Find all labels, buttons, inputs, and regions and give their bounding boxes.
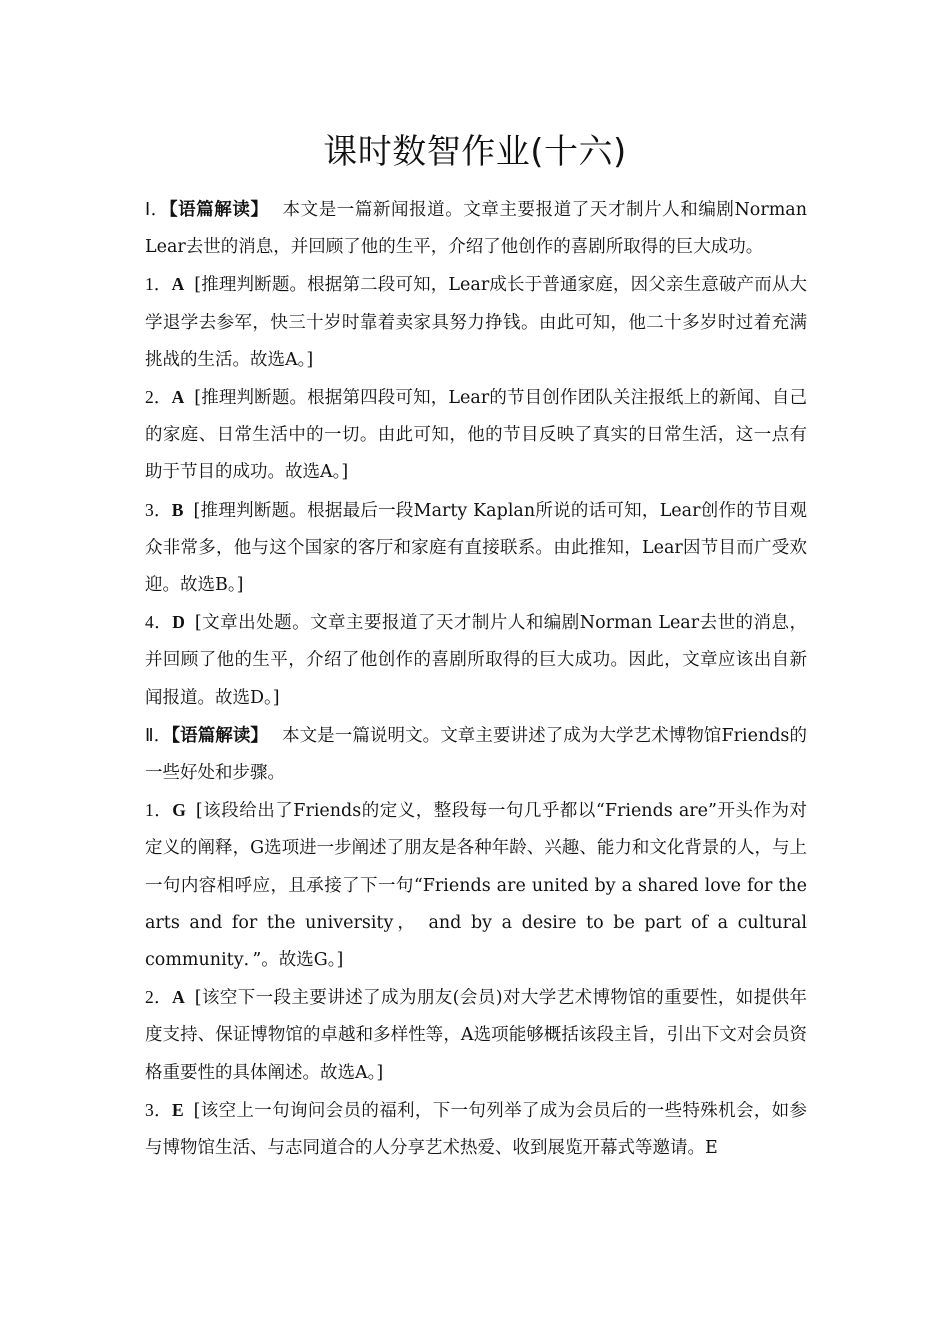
answer-letter: E — [171, 1099, 184, 1120]
explanation-text: [推理判断题。根据第四段可知，Lear的节目创作团队关注报纸上的新闻、自己的家庭、日常生活中的一切。由此可知，他的节目反映了真实的日常生活，这一点有助于节目的成功。故选A。] — [145, 388, 808, 483]
section-tag: 【语篇解读】 — [171, 725, 269, 746]
page-title: 课时数智作业(十六) — [323, 132, 627, 172]
explanation-text: [推理判断题。根据最后一段Marty Kaplan所说的话可知，Lear创作的节目观众非常多，他与这个国家的客厅和家庭有直接联系。由此推知，Lear因节目而广受欢迎。故选B。] — [145, 500, 808, 596]
summary-text: 本文是一篇说明文。文章主要讲述了成为大学艺术博物馆Friends的一些好处和步骤。 — [145, 725, 807, 784]
answer-letter: B — [171, 499, 184, 520]
item-number: 4． — [145, 612, 173, 633]
explanation-text: [推理判断题。根据第二段可知，Lear成长于普通家庭，因父亲生意破产而从大学退学去参军，快三十岁时靠着卖家具努力挣钱。由此可知，他二十多岁时过着充满挑战的生活。故选A。] — [145, 275, 808, 370]
item-number: 3． — [145, 499, 172, 520]
section-tag: 【语篇解读】 — [168, 200, 269, 220]
answer-item — [145, 604, 807, 717]
section-summary — [145, 191, 807, 266]
answer-item — [145, 792, 807, 979]
answer-content — [145, 191, 807, 1167]
section-numeral: Ⅰ． — [145, 199, 169, 219]
section-numeral: Ⅱ． — [145, 724, 172, 745]
item-number: 1． — [145, 800, 173, 821]
answer-letter: A — [172, 987, 185, 1008]
item-number: 2． — [145, 387, 172, 408]
answer-letter: A — [171, 274, 185, 295]
answer-item — [145, 379, 807, 492]
item-number: 2． — [145, 987, 173, 1008]
item-number: 3． — [145, 1099, 172, 1120]
section-summary — [145, 717, 807, 792]
explanation-text: [该段给出了Friends的定义，整段每一句几乎都以“Friends are”开头作为对定义的阐释，G选项进一步阐述了朋友是各种年龄、兴趣、能力和文化背景的人，与上一句内容相呼应，且承接了下一句“Friends are united by a shared love for the arts and for the university， and by a desire to be part of a cultural community．”。故选G。] — [145, 801, 807, 971]
answer-letter: D — [172, 612, 185, 633]
explanation-text: [文章出处题。文章主要报道了天才制片人和编剧Norman Lear去世的消息，并回顾了他的生平，介绍了他创作的喜剧所取得的巨大成功。因此，文章应该出自新闻报道。故选D。] — [145, 613, 807, 708]
explanation-text: [该空下一段主要讲述了成为朋友(会员)对大学艺术博物馆的重要性，如提供年度支持、保证博物馆的卓越和多样性等，A选项能够概括该段主旨，引出下文对会员资格重要性的具体阐述。故选A。] — [145, 988, 808, 1083]
item-number: 1． — [145, 274, 172, 295]
answer-letter: G — [172, 800, 186, 821]
answer-item — [145, 979, 807, 1092]
answer-item — [145, 1092, 807, 1167]
answer-item — [145, 266, 807, 379]
answer-item — [145, 492, 807, 605]
summary-text: 本文是一篇新闻报道。文章主要报道了天才制片人和编剧Norman Lear去世的消息，并回顾了他的生平，介绍了他创作的喜剧所取得的巨大成功。 — [145, 200, 807, 258]
explanation-text: [该空上一句询问会员的福利，下一句列举了成为会员后的一些特殊机会，如参与博物馆生活、与志同道合的人分享艺术热爱、收到展览开幕式等邀请。E — [145, 1100, 808, 1159]
answer-letter: A — [171, 387, 185, 408]
